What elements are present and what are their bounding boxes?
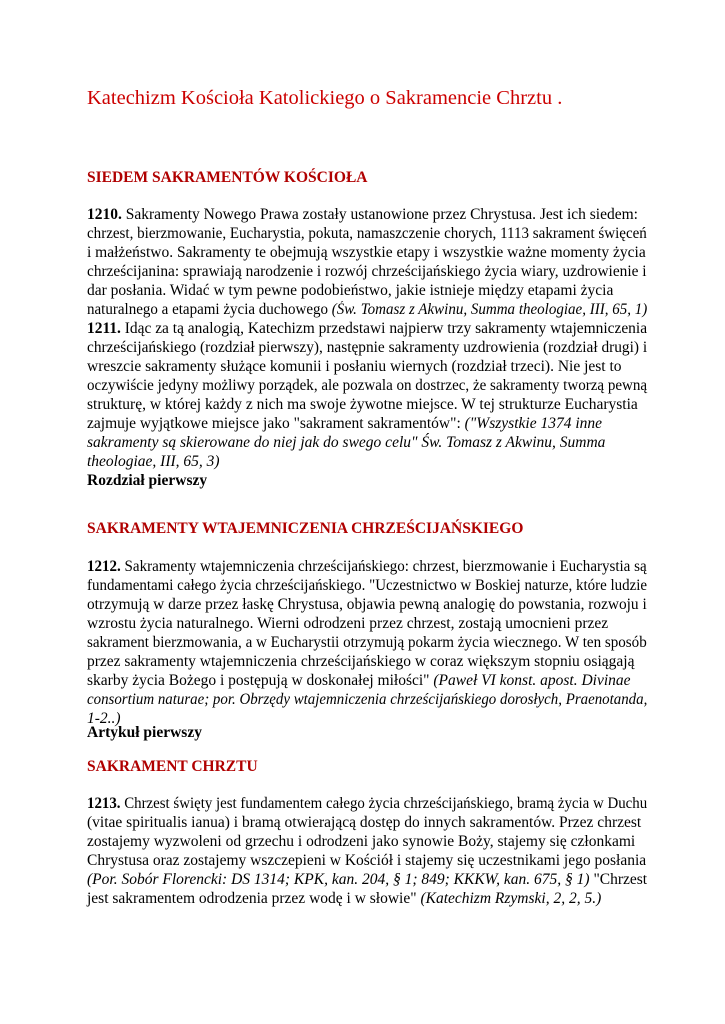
paragraph-line [87,889,647,908]
citation-line: consortium naturae; por. Obrzędy wtajemniczenia chrześcijańskiego dorosłych, Praenotanda, [87,691,648,708]
section-heading-initiation-sacraments: SAKRAMENTY WTAJEMNICZENIA CHRZEŚCIJAŃSKIEGO [87,520,524,537]
citation-line: 1-2..) [87,710,121,727]
paragraph-line: chrześcijanina: sprawiają narodzenie i rozwój chrześcijańskiego życia wiary, uzdrowienie i [87,263,647,280]
section-heading-seven-sacraments: SIEDEM SAKRAMENTÓW KOŚCIOŁA [87,169,368,186]
paragraph-line [87,671,647,690]
paragraph-line: chrzest, bierzmowanie, Eucharystia, pokuta, namaszczenie chorych, 1113 sakrament święceń [87,225,647,242]
citation-line: theologiae, III, 65, 3) [87,453,220,470]
citation-line: sakramenty są skierowane do niej jak do swego celu" Św. Tomasz z Akwinu, Summa [87,434,606,451]
paragraph-line: sakrament bierzmowania, a w Eucharystii otrzymują pokarm życia wiecznego. W ten sposób [87,634,647,651]
document-title: Katechizm Kościoła Katolickiego o Sakramencie Chrztu . [87,87,563,109]
paragraph-line [87,870,647,889]
citation: (Por. Sobór Florencki: DS 1314; KPK, kan. 204, § 1; 849; KKKW, kan. 675, § 1) [87,871,590,888]
paragraph-line: oczywiście jedyny możliwy porządek, ale pozwala on dostrzec, że sakramenty tworzą pewną [87,377,648,394]
paragraph-line: zostajemy wyzwoleni od grzechu i odrodzeni jako synowie Boży, stajemy się członkami [87,833,636,850]
citation: ("Wszystkie 1374 inne [464,415,603,432]
paragraph-line: (vitae spiritualis ianua) i bramą otwierającą dostęp do innych sakramentów. Przez chrzest [87,814,642,831]
paragraph-text: zajmuje wyjątkowe miejsce jako "sakrament sakramentów": [87,415,465,432]
paragraph-line: chrześcijańskiego (rozdział pierwszy), następnie sakramenty uzdrowienia (rozdział drugi) i [87,339,648,356]
paragraph-text: Sakramenty Nowego Prawa zostały ustanowione przez Chrystusa. Jest ich siedem: [121,206,638,223]
paragraph-text: skarby życia Bożego i postępują w doskonałej miłości" [87,672,434,689]
citation: (Paweł VI konst. apost. Divinae [433,672,631,689]
paragraph-1212 [87,557,647,728]
paragraph-text: jest sakramentem odrodzenia przez wodę i w słowie" [87,890,421,907]
section-heading-baptism: SAKRAMENT CHRZTU [87,758,258,775]
paragraph-line: wreszcie sakramenty służące komunii i posłaniu wiernych (rozdział trzeci). Nie jest to [87,358,622,375]
citation: (Katechizm Rzymski, 2, 2, 5.) [420,890,602,907]
paragraph-line: dar posłania. Widać w tym pewne podobieństwo, jakie istnieje między etapami życia [87,282,614,299]
paragraph-number: 1212. [87,558,121,575]
paragraph-line [87,414,647,433]
paragraph-text: Idąc za tą analogią, Katechizm przedstawi najpierw trzy sakramenty wtajemniczenia [120,320,648,337]
paragraph-1210 [87,205,647,319]
paragraph-line: Chrystusa oraz zostajemy wszczepieni w Kościół i stajemy się uczestnikami jego posłania [87,852,647,869]
article-label: Artykuł pierwszy [87,724,202,741]
paragraph-line: strukturę, w której każdy z nich ma swoje żywotne miejsce. W tej strukturze Eucharystia [87,396,638,413]
paragraph-line [87,205,647,224]
paragraph-text: Chrzest święty jest fundamentem całego życia chrześcijańskiego, bramą życia w Duchu [120,795,648,812]
citation: (Św. Tomasz z Akwinu, Summa theologiae, III, 65, 1) [331,301,648,318]
paragraph-line: przez sakramenty wtajemniczenia chrześcijańskiego w coraz większym stopniu osiągają [87,653,635,670]
paragraph-1213 [87,794,647,908]
paragraph-1211 [87,319,647,471]
paragraph-number: 1213. [87,795,121,812]
paragraph-text: Sakramenty wtajemniczenia chrześcijańskiego: chrzest, bierzmowanie i Eucharystia są [120,558,647,575]
paragraph-line: fundamentami całego życia chrześcijańskiego. "Uczestnictwo w Boskiej naturze, które ludzie [87,577,648,594]
paragraph-line: i małżeństwo. Sakramenty te obejmują wszystkie etapy i wszystkie ważne momenty życia [87,244,646,261]
paragraph-text: "Chrzest [589,871,648,888]
paragraph-line: otrzymują w darze przez łaskę Chrystusa, objawia pewną analogię do powstania, rozwoju i [87,596,647,613]
paragraph-text: naturalnego a etapami życia duchowego [87,301,332,318]
paragraph-line [87,300,648,319]
paragraph-line [87,794,648,813]
paragraph-line: wzrostu życia naturalnego. Wierni odrodzeni przez chrzest, zostają umocnieni przez [87,615,609,632]
paragraph-number: 1210. [87,206,122,223]
paragraph-line [87,557,647,576]
paragraph-line [87,319,648,338]
chapter-label: Rozdział pierwszy [87,472,208,489]
paragraph-number: 1211. [87,320,121,337]
